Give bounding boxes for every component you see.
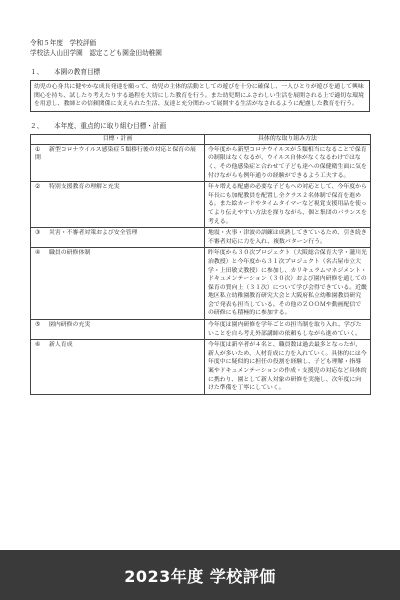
goal-cell [31,248,205,320]
section2-number: ２、 [30,121,44,130]
goal-cell [31,340,205,395]
goal-text: 特別支援教育の理解と充実 [49,184,120,191]
goal-cell [31,228,205,248]
school-name: 学校法人山田学園 認定こども園金田幼稚園 [30,49,162,57]
method-cell: 今年度は園内研修を学年ごとの担当制を取り入れ、学びたいことを自ら考え外部講師の依頼もしながら進めていく。 [205,320,371,340]
goal-text: 職員の研修体制 [49,250,91,257]
goal-cell [31,144,205,181]
table-row [31,320,371,340]
row-number: ⑥ [35,342,41,349]
method-cell: 年々増える配慮の必要な子どもへの対応として、今年度から年長にも加配教員を配置し全クラス２名体制で保育を進める。また絵カードやタイムタイマーなど視覚支援用品を使ってより伝えやすい方法を探りながら、個と集団のバランスを考える。 [205,182,371,228]
row-number: ① [35,146,41,153]
row-number: ⑤ [35,322,41,329]
method-cell: 今年度から新型コロナウイルスが５類相当になることで保育の制限はなくなるが、ウイルス自体がなくなるわけではなく、その他感染症と合わせて子ども達への保健衛生面に気を付けながらも例年通りの経験ができるよう工夫する。 [205,144,371,181]
goal-text: 災害・不審者対策および安全管理 [49,230,138,237]
goal-text: 新人育成 [49,342,73,349]
method-cell: 昨年度から３０次プロジェクト（大阪総合保育大学・瀧川光治教授）と今年度から３１次プロジェクト（名古屋市立大学・上田敏丈教授）に参加し、カリキュラムマネジメント・ドキュメンテーション（３０次）および園内研修を通しての保育の質向上（３１次）について学び会得できている。近畿地区私立幼稚園教育研究大会と大阪府私立幼稚園教員研究会で発表も担当している。その他のＺＯＯＭや動画配信での研修にも積極的に参加する。 [205,248,371,320]
column-header-method: 具体的な取り組み方法 [205,134,371,144]
goal-cell [31,182,205,228]
table-row [31,228,371,248]
row-number: ④ [35,250,41,257]
table-row [31,144,371,181]
method-cell: 今年度は新卒者が４名と、職員数は過去最多となったが、新人が多いため、人材育成に力を入れていく。具体的には今年度中に疑似的に担任の役割を経験し、子ども理解・指導案やドキュメンテーションの作成・支援児の対応など具体的に携わり、園として新人対象の研修を実施し、次年度に向けた準備を丁寧にしていく。 [205,340,371,395]
row-number: ② [35,184,41,191]
section2-heading [30,122,370,131]
goal-cell [31,320,205,340]
goal-text: 新型コロナウイルス感染症５類移行後の対応と保育の展開 [35,146,196,162]
section2-title: 本年度、重点的に取り組む目標・計画 [54,121,167,130]
row-number: ③ [35,230,41,237]
document-content [30,38,370,395]
plan-table [30,134,371,395]
section1-number: １、 [30,68,44,76]
table-row [31,248,371,320]
table-row [31,182,371,228]
table-row [31,340,371,395]
footer-title: 2023年度 学校評価 [124,566,276,586]
footer-banner [0,550,400,600]
goal-text: 園内研修の充実 [49,322,91,329]
column-header-goal: 目標・計画 [31,134,205,144]
section1-heading [30,68,370,77]
education-goal-box: 幼児の心身共に健やかな成長発達を願って、幼児の主体的活動としての遊びを十分に確保し、一人ひとりが遊びを通して興味関心を持ち、試したり考えたりする過程を大切にした教育を行う。また幼児期にふさわしい生活を展開される上で適切な環境を用意し、教師との信頼関係に支えられた生活、友達と充分関わって展開する生活がなされるように配慮した教育を行う。 [30,80,370,112]
method-cell: 地震・火事・津波の訓練は成熟してきているため、引き続き不審者対応に力を入れ、複数パターン行う。 [205,228,371,248]
document-title: 令和５年度 学校評価 [30,39,96,47]
section1-title: 本園の教育目標 [54,68,101,76]
